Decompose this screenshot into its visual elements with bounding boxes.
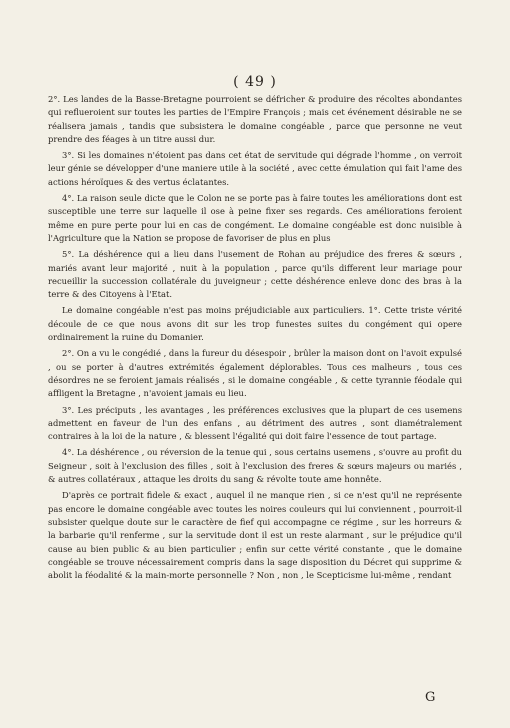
paragraph-desherence-rohan: 5°. La déshérence qui a lieu dans l'usement de Rohan au préjudice des freres & sœurs , mariés avant leur majorité , nuit à la population , parce qu'ils different leur mariage pour recueillir la succession collatérale du juveigneur ; cette déshérence enleve donc des bras à la terre & des Citoyens à l'Etat. <box>48 249 462 300</box>
paragraph-ameliorations: 4°. La raison seule dicte que le Colon ne se porte pas à faire toutes les améliorations dont est susceptible une terre sur laquelle il ose à peine fixer ses regards. Ces améliorations feroient même en pure perte pour lui en cas de congément. Le domaine congéable est donc nuisible à l'Agriculture que la Nation se propose de favoriser de plus en plus <box>48 193 462 243</box>
paragraph-reversion: 4°. La déshérence , ou réversion de la tenue qui , sous certains usemens , s'ouvre au profit du Seigneur , soit à l'exclusion des filles , soit à l'exclusion des freres & sœurs majeurs ou mariés , & autres collatéraux , attaque les droits du sang & révolte toute ame honnête. <box>48 447 462 485</box>
paragraph-prejudice-particuliers: Le domaine congéable n'est pas moins préjudiciable aux particuliers. 1°. Cette triste vérité découle de ce que nous avons dit sur les trop funestes suites du congément qui opere ordinairement la ruine du Domanier. <box>48 305 462 343</box>
body-text <box>48 93 462 585</box>
paragraph-congedie: 2°. On a vu le congédié , dans la fureur du désespoir , brûler la maison dont on l'avoit expulsé , ou se porter à d'autres extrémités également déplorables. Tous ces malheurs , tous ces désordres ne se feroient jamais réalisés , si le domaine congéable , & cette tyrannie féodale qui affligent la Bretagne , n'avoient jamais eu lieu. <box>48 348 462 399</box>
paragraph-preciputs: 3°. Les préciputs , les avantages , les préférences exclusives que la plupart de ces usemens admettent en faveur de l'un des enfans , au détriment des autres , sont diamétralement contraires à la loi de la nature , & blessent l'égalité qui doit faire l'essence de tout partage. <box>48 404 462 442</box>
page-number: ( 49 ) <box>233 74 277 90</box>
catchword-signature: G <box>425 690 436 705</box>
paragraph-servitude: 3°. Si les domaines n'étoient pas dans cet état de servitude qui dégrade l'homme , on verroit leur génie se développer d'une maniere utile à la société , avec cette émulation qui fait l'ame des actions héroïques & des vertus éclatantes. <box>48 150 462 187</box>
paragraph-portrait: D'après ce portrait fidele & exact , auquel il ne manque rien , si ce n'est qu'il ne représente pas encore le domaine congéable avec toutes les noires couleurs qui lui conviennent , pourroit-il subsister quelque doute sur le caractère de fief qui accompagne ce régime , sur les horreurs & la barbarie qu'il renferme , sur la servitude dont il est un reste alarmant , sur le préjudice qu'il cause au bien public & au bien particulier ; enfin sur cette vérité constante , que le domaine congéable se trouve nécessairement compris dans la sage disposition du Décret qui supprime & abolit la féodalité & la main-morte personnelle ? Non , non , le Scepticisme lui-même , rendant <box>48 490 462 581</box>
paragraph-landes: 2°. Les landes de la Basse-Bretagne pourroient se défricher & produire des récoltes abondantes qui reflueroient sur toutes les parties de l'Empire François ; mais cet événement désirable ne se réalisera jamais , tandis que subsistera le domaine congéable , parce que personne ne veut prendre des féages à un titre aussi dur. <box>48 94 462 144</box>
